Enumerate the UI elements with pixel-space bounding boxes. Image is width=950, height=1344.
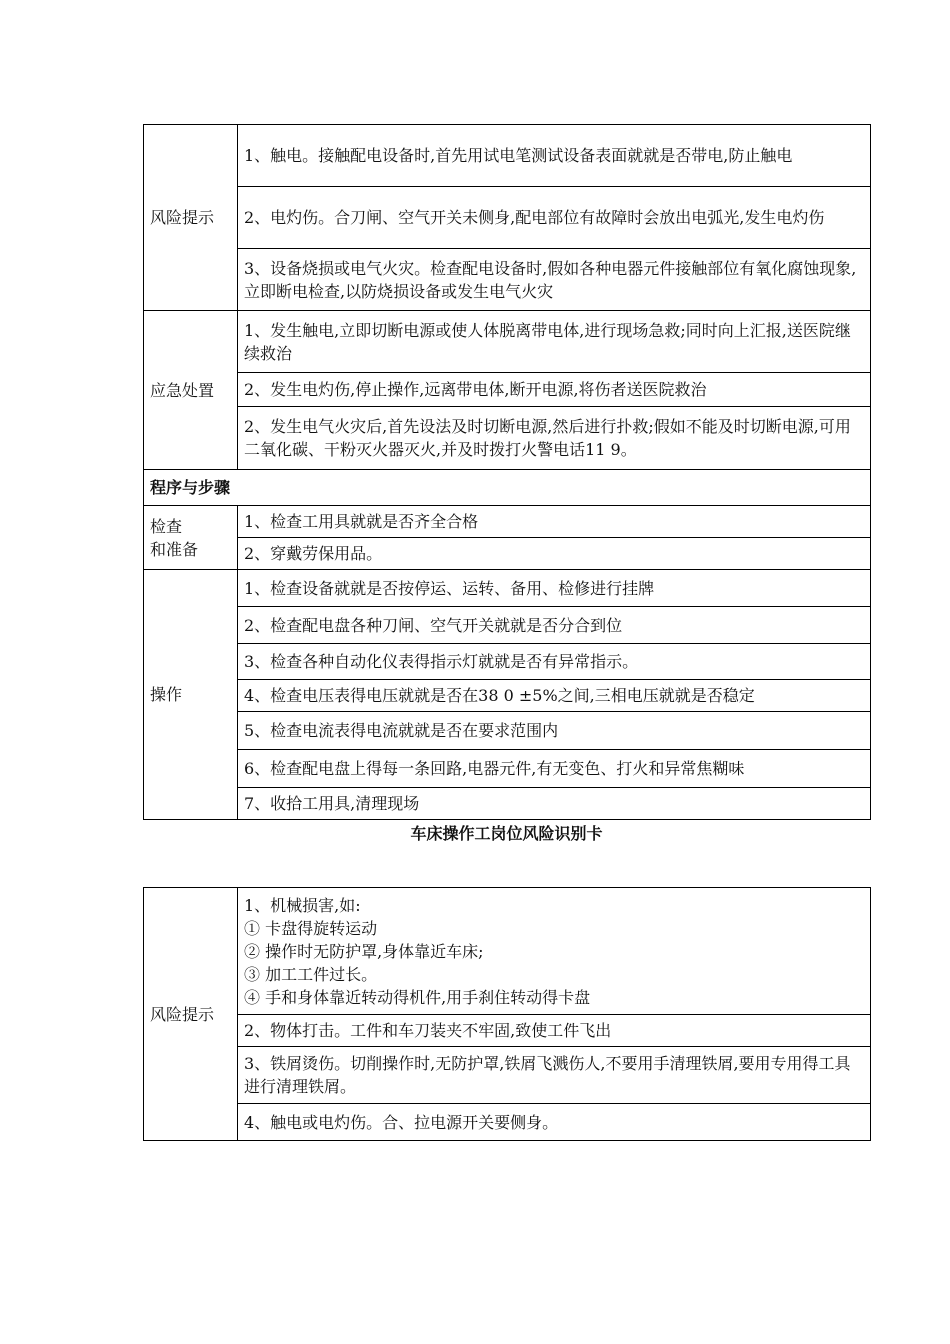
- risk-item: 1、触电。接触配电设备时,首先用试电笔测试设备表面就就是否带电,防止触电: [238, 125, 871, 187]
- risk-line: ① 卡盘得旋转运动: [244, 918, 378, 938]
- card1-table: [143, 124, 871, 820]
- table-row: [144, 888, 871, 1015]
- table-row: [144, 125, 871, 187]
- emergency-item: 1、发生触电,立即切断电源或使人体脱离带电体,进行现场急救;同时向上汇报,送医院继续救治: [238, 311, 871, 373]
- check-item: 1、检查工用具就就是否齐全合格: [238, 506, 871, 538]
- table-row: [144, 506, 871, 538]
- table-row: [144, 373, 871, 407]
- table-row: [144, 1015, 871, 1047]
- operation-item: 2、检查配电盘各种刀闸、空气开关就就是否分合到位: [238, 607, 871, 644]
- risk-label: 风险提示: [144, 888, 238, 1141]
- table-row: [144, 570, 871, 607]
- emergency-item: 2、发生电气火灾后,首先设法及时切断电源,然后进行扑救;假如不能及时切断电源,可用二氧化碳、干粉灭火器灭火,并及时拨打火警电话11 9。: [238, 407, 871, 470]
- table-row: [144, 1047, 871, 1104]
- table-row: [144, 712, 871, 750]
- risk-item: 3、铁屑烫伤。切削操作时,无防护罩,铁屑飞溅伤人,不要用手清理铁屑,要用专用得工具进行清理铁屑。: [238, 1047, 871, 1104]
- emergency-label: 应急处置: [144, 311, 238, 470]
- risk-line: 1、机械损害,如:: [244, 895, 361, 915]
- operation-item: 7、收拾工用具,清理现场: [238, 788, 871, 820]
- emergency-item: 2、发生电灼伤,停止操作,远离带电体,断开电源,将伤者送医院救治: [238, 373, 871, 407]
- risk-item-multiline: [238, 888, 871, 1015]
- risk-line: ④ 手和身体靠近转动得机件,用手刹住转动得卡盘: [244, 987, 591, 1007]
- operation-item: 3、检查各种自动化仪表得指示灯就就是否有异常指示。: [238, 644, 871, 680]
- risk-item: 2、物体打击。工件和车刀装夹不牢固,致使工件飞出: [238, 1015, 871, 1047]
- table-row: [144, 311, 871, 373]
- risk-item: 3、设备烧损或电气火灾。检查配电设备时,假如各种电器元件接触部位有氧化腐蚀现象,立即断电检查,以防烧损设备或发生电气火灾: [238, 249, 871, 311]
- operation-item: 4、检查电压表得电压就就是否在38 0 ±5%之间,三相电压就就是否稳定: [238, 680, 871, 712]
- table-row: [144, 407, 871, 470]
- table-row: [144, 538, 871, 570]
- risk-line: ② 操作时无防护罩,身体靠近车床;: [244, 941, 484, 961]
- table-row: [144, 644, 871, 680]
- operation-item: 6、检查配电盘上得每一条回路,电器元件,有无变色、打火和异常焦糊味: [238, 750, 871, 788]
- check-item: 2、穿戴劳保用品。: [238, 538, 871, 570]
- operation-item: 1、检查设备就就是否按停运、运转、备用、检修进行挂牌: [238, 570, 871, 607]
- risk-item: 4、触电或电灼伤。合、拉电源开关要侧身。: [238, 1104, 871, 1141]
- card2-table: [143, 887, 871, 1141]
- table-row: [144, 750, 871, 788]
- table-row: [144, 680, 871, 712]
- table-row: [144, 187, 871, 249]
- check-label-line: 和准备: [150, 539, 199, 559]
- operation-label: 操作: [144, 570, 238, 820]
- risk-line: ③ 加工工件过长。: [244, 964, 378, 984]
- table-row: [144, 607, 871, 644]
- table-row: [144, 1104, 871, 1141]
- risk-label: 风险提示: [144, 125, 238, 311]
- check-label-line: 检查: [150, 516, 183, 536]
- table-row: [144, 249, 871, 311]
- table-row: [144, 470, 871, 506]
- table-row: [144, 788, 871, 820]
- risk-item: 2、电灼伤。合刀闸、空气开关未侧身,配电部位有故障时会放出电弧光,发生电灼伤: [238, 187, 871, 249]
- procedure-header: 程序与步骤: [144, 470, 871, 506]
- operation-item: 5、检查电流表得电流就就是否在要求范围内: [238, 712, 871, 750]
- check-label: [144, 506, 238, 570]
- section-title: 车床操作工岗位风险识别卡: [410, 824, 603, 843]
